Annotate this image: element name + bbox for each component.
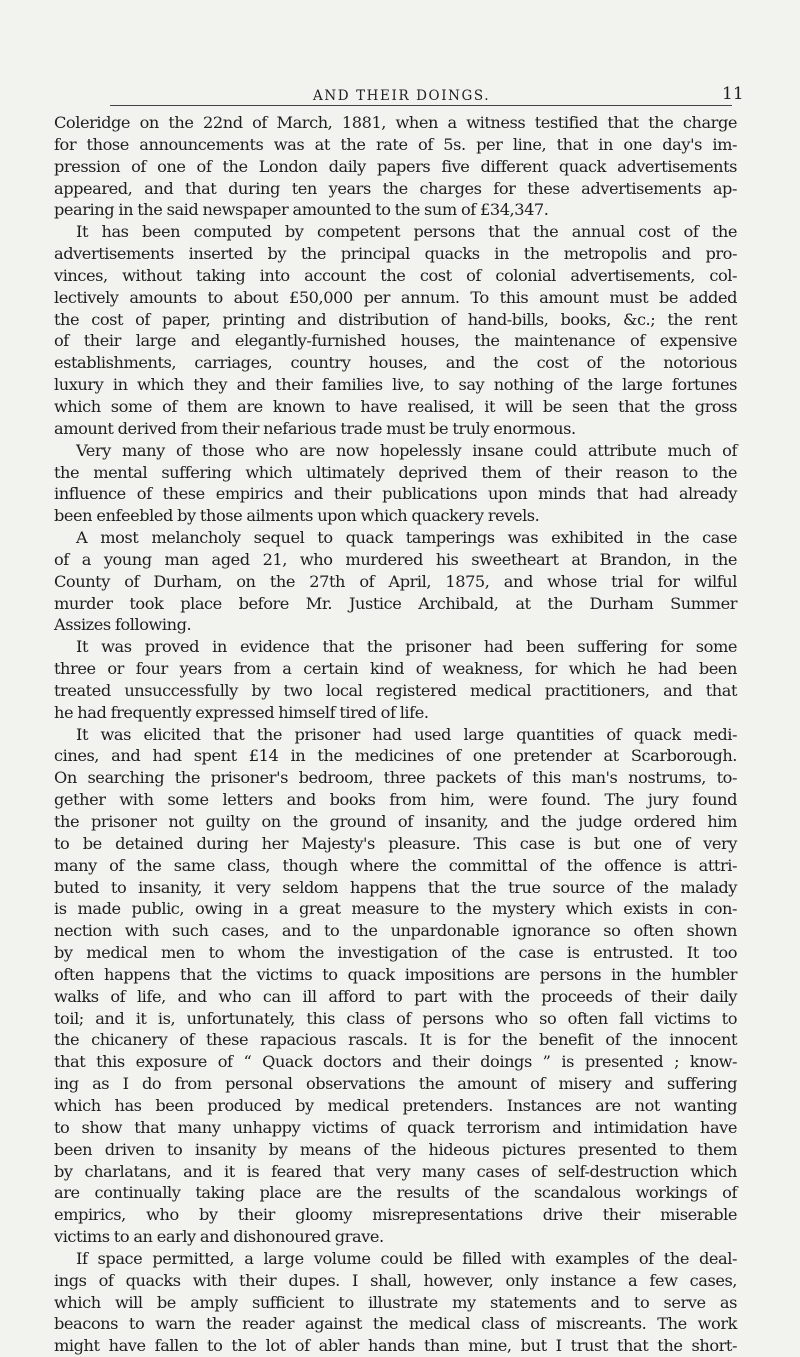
text-line: by medical men to whom the investigation of the case is entrusted. It too bbox=[54, 943, 737, 963]
text-line: pearing in the said newspaper amounted to the sum of £34,347. bbox=[54, 200, 549, 220]
text-line: been driven to insanity by means of the hideous pictures presented to them bbox=[54, 1139, 737, 1159]
text-line: It has been computed by competent persons that the annual cost of the bbox=[76, 222, 737, 242]
text-line: which will be amply sufficient to illustrate my statements and to serve as bbox=[54, 1292, 737, 1312]
text-line: Very many of those who are now hopelessly insane could attribute much of bbox=[76, 440, 737, 460]
text-line: amount derived from their nefarious trade must be truly enormous. bbox=[54, 418, 576, 438]
text-line: establishments, carriages, country houses, and the cost of the notorious bbox=[54, 353, 737, 373]
text-line: On searching the prisoner's bedroom, three packets of this man's nostrums, to- bbox=[54, 768, 737, 788]
text-line: ings of quacks with their dupes. I shall, however, only instance a few cases, bbox=[54, 1270, 737, 1290]
text-line: the prisoner not guilty on the ground of insanity, and the judge ordered him bbox=[54, 812, 737, 831]
text-line: Coleridge on the 22nd of March, 1881, when a witness testified that the charge bbox=[54, 113, 737, 132]
text-line: which has been produced by medical pretenders. Instances are not wanting bbox=[54, 1095, 737, 1115]
text-line: many of the same class, though where the committal of the offence is attri- bbox=[54, 855, 737, 875]
text-line: luxury in which they and their families live, to say nothing of the large fortunes bbox=[54, 375, 737, 395]
text-line: It was elicited that the prisoner had used large quantities of quack medi- bbox=[76, 724, 737, 744]
text-line: which some of them are known to have realised, it will be seen that the gross bbox=[54, 396, 737, 416]
text-line: buted to insanity, it very seldom happens that the true source of the malady bbox=[54, 877, 737, 897]
text-line: the chicanery of these rapacious rascals. It is for the benefit of the innocent bbox=[54, 1030, 737, 1050]
text-line: It was proved in evidence that the prisoner had been suffering for some bbox=[76, 637, 737, 657]
body-text bbox=[54, 112, 737, 1357]
text-line: County of Durham, on the 27th of April, 1875, and whose trial for wilful bbox=[54, 571, 737, 591]
text-line: toil; and it is, unfortunately, this class of persons who so often fall victims to bbox=[54, 1008, 737, 1028]
text-line: are continually taking place are the results of the scandalous workings of bbox=[54, 1183, 737, 1203]
text-line: that this exposure of “ Quack doctors and their doings ” is presented ; know- bbox=[54, 1052, 737, 1072]
text-line: pression of one of the London daily papers five different quack advertisements bbox=[54, 156, 737, 176]
text-line: the mental suffering which ultimately deprived them of their reason to the bbox=[54, 462, 737, 482]
text-line: to be detained during her Majesty's pleasure. This case is but one of very bbox=[54, 833, 737, 853]
running-title: AND THEIR DOINGS. bbox=[313, 88, 491, 104]
text-line: of a young man aged 21, who murdered his sweetheart at Brandon, in the bbox=[54, 549, 737, 569]
text-line: is made public, owing in a great measure to the mystery which exists in con- bbox=[54, 899, 737, 919]
text-line: advertisements inserted by the principal quacks in the metropolis and pro- bbox=[54, 244, 737, 264]
text-line: by charlatans, and it is feared that very many cases of self-destruction which bbox=[54, 1161, 737, 1181]
text-line: treated unsuccessfully by two local registered medical practitioners, and that bbox=[54, 680, 737, 700]
text-line: vinces, without taking into account the cost of colonial advertisements, col- bbox=[54, 265, 737, 285]
text-line: been enfeebled by those ailments upon which quackery revels. bbox=[54, 506, 540, 526]
text-line: empirics, who by their gloomy misrepresentations drive their miserable bbox=[54, 1205, 737, 1225]
text-line: victims to an early and dishonoured grave. bbox=[54, 1227, 384, 1247]
text-line: If space permitted, a large volume could be filled with examples of the deal- bbox=[76, 1248, 737, 1268]
text-line: influence of these empirics and their publications upon minds that had already bbox=[54, 484, 737, 504]
text-line: gether with some letters and books from him, were found. The jury found bbox=[54, 790, 737, 810]
text-line: to show that many unhappy victims of quack terrorism and intimidation have bbox=[54, 1117, 737, 1137]
text-line: beacons to warn the reader against the medical class of miscreants. The work bbox=[54, 1314, 737, 1334]
text-line: the cost of paper, printing and distribution of hand-bills, books, &c.; the rent bbox=[54, 309, 737, 329]
text-line: for those announcements was at the rate of 5s. per line, that in one day's im- bbox=[54, 134, 737, 154]
text-line: often happens that the victims to quack impositions are persons in the humbler bbox=[54, 964, 737, 984]
page-number: 11 bbox=[722, 84, 744, 104]
text-line: might have fallen to the lot of abler hands than mine, but I trust that the short- bbox=[54, 1336, 737, 1356]
text-line: lectively amounts to about £50,000 per annum. To this amount must be added bbox=[54, 287, 737, 307]
text-line: Assizes following. bbox=[54, 615, 192, 635]
text-line: of their large and elegantly-furnished houses, the maintenance of expensive bbox=[54, 331, 737, 351]
text-line: appeared, and that during ten years the charges for these advertisements ap- bbox=[54, 178, 737, 198]
text-line: three or four years from a certain kind of weakness, for which he had been bbox=[54, 659, 737, 679]
header-rule bbox=[110, 105, 732, 106]
text-line: walks of life, and who can ill afford to part with the proceeds of their daily bbox=[54, 986, 737, 1006]
text-line: murder took place before Mr. Justice Archibald, at the Durham Summer bbox=[54, 593, 737, 613]
text-line: ing as I do from personal observations the amount of misery and suffering bbox=[54, 1074, 737, 1094]
text-line: nection with such cases, and to the unpardonable ignorance so often shown bbox=[54, 921, 737, 941]
text-line: A most melancholy sequel to quack tamperings was exhibited in the case bbox=[76, 528, 737, 548]
text-line: cines, and had spent £14 in the medicines of one pretender at Scarborough. bbox=[54, 746, 737, 766]
text-line: he had frequently expressed himself tired of life. bbox=[54, 702, 429, 722]
